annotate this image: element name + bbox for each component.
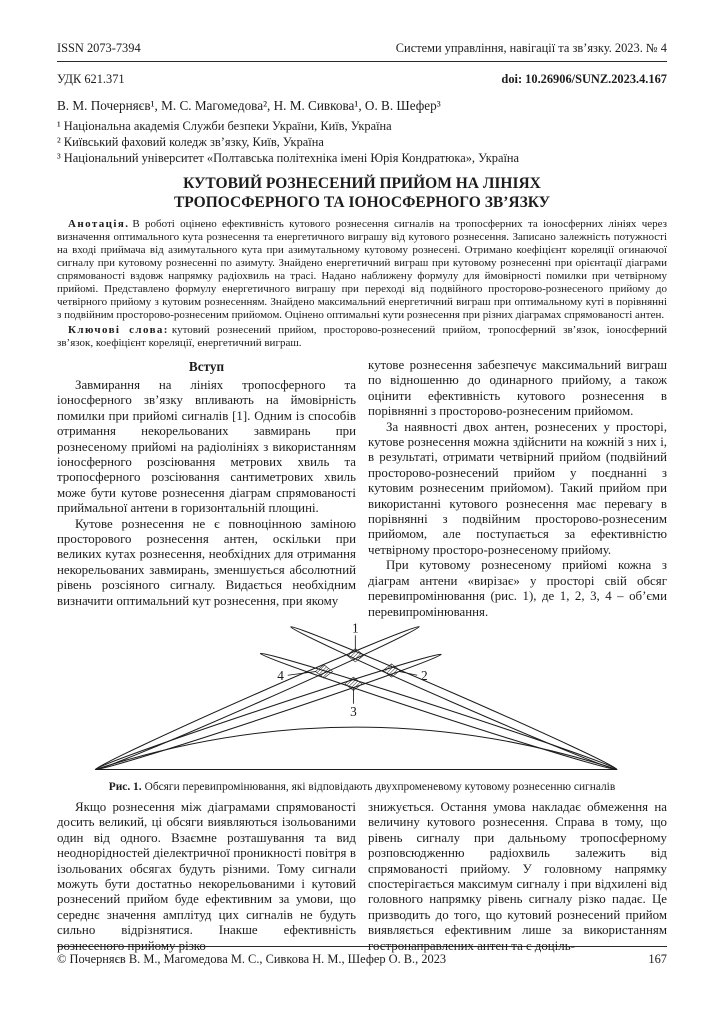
section-heading-intro: Вступ bbox=[188, 359, 225, 374]
antenna-beam-diagram bbox=[86, 620, 638, 780]
authors-line: В. М. Почерняєв¹, М. С. Магомедова², Н. М. Сивкова¹, О. В. Шефер³ bbox=[57, 98, 441, 113]
article-title bbox=[57, 174, 667, 212]
intro-columns bbox=[57, 358, 667, 620]
issn: ISSN 2073-7394 bbox=[57, 41, 141, 55]
figure-label-3: 3 bbox=[350, 704, 357, 720]
figure-1 bbox=[57, 620, 667, 794]
article-title-line2: ТРОПОСФЕРНОГО ТА ІОНОСФЕРНОГО ЗВ’ЯЗКУ bbox=[173, 194, 551, 211]
affiliation-2: ² Київський фаховий коледж зв’язку, Київ, Україна bbox=[57, 135, 324, 149]
keywords bbox=[57, 324, 667, 350]
bottom-right-column bbox=[368, 800, 667, 954]
keywords-label: Ключові слова: bbox=[68, 324, 169, 336]
body-paragraph: Якщо рознесення між діаграмами спрямованості досить великий, ці обсяги виявляються ізольованими один від одного. Взаємне розташування та вид неоднорідностей діелектричної проникності повітря в ізольованих обсягах будуть різними. Тому сигнали можуть бути достатньо некорельованими і кутовий рознесений прийом буде ефективним за умови, що середнє значення амплітуд цих сигналів не будуть сильно відрізнятися. Інакше ефективність рознесеного прийому різко bbox=[57, 799, 356, 953]
keywords-text: кутовий рознесений прийом, просторово-рознесений прийом, тропосферний зв’язок, іоносферний зв’язок, коефіцієнт кореляції, енергетичний виграш. bbox=[57, 324, 667, 349]
body-paragraph: знижується. Остання умова накладає обмеження на величину кутового рознесення. Справа в тому, що рівень сигналу при дальньому тропосферному розповсюдженню радіохвиль залежить від спрямованості прийому. У головному напрямку спостерігається максимум сигналу і при відхилені від головного напрямку рівень сигналу різко падає. Це призводить до того, що кутовий рознесений прийом виявляється ефективним лише за використанням гостронаправлених антен та є доціль- bbox=[368, 799, 667, 953]
intro-paragraph: Кутове рознесення не є повноцінною заміною просторового рознесення антен, оскільки при великих кутах рознесення, необхідних для отримання некорельованих завмирань, зменшується абсолютний рівень розсіяного сигналу. Видається необхідним визначити оптимальний кут рознесення, при якому bbox=[57, 516, 356, 608]
udc-doi-row bbox=[57, 71, 667, 87]
abstract-text: В роботі оцінено ефективність кутового рознесення сигналів на тропосферних та іоносферних лініях через визначення оптимального кута рознесення та енергетичного виграшу від кутового рознесення. Записано залежність потужності на вході приймача від азимутального кута при азимутальному кутовому рознесені. Отримано коефіцієнт кореляції огинаючої сигналу при кутовому рознесенні по азимуту. Знайдено енергетичний виграш при кутовому рознесенні при орієнтації діаграми спрямованості вздовж напрямку радіохвиль на трасі. Надано наближену формулу для ймовірності помилки при четвірному прийомі. Представлено формулу енергетичного виграшу при переході від подвійного просторово-рознесеного прийому до четвірного прийому з кутовим рознесенням. Знайдено максимальний енергетичний виграш при оптимальному куті в порівнянні з подвійним просторово-рознесеним прийомом. Оцінено оптимальні кути рознесення при різних діаграмах спрямованості антен. bbox=[57, 218, 667, 321]
intro-paragraph: кутове рознесення забезпечує максимальний виграш по відношенню до одинарного прийому, а також оцінити ефективність кутового рознесення в порівнянні з просторово-рознесеним прийомом. bbox=[368, 358, 667, 419]
page-footer bbox=[57, 946, 667, 967]
affiliation-3: ³ Національний університет «Полтавська політехніка імені Юрія Кондратюка», Україна bbox=[57, 151, 520, 165]
figure-label-1: 1 bbox=[352, 620, 359, 636]
copyright-line: © Почерняєв В. М., Магомедова М. С., Сивкова Н. М., Шефер О. В., 2023 bbox=[57, 952, 447, 966]
bottom-left-column bbox=[57, 800, 356, 954]
footer-divider bbox=[57, 946, 667, 947]
bottom-columns bbox=[57, 800, 667, 954]
journal-title: Системи управління, навігації та зв’язку. 2023. № 4 bbox=[395, 41, 667, 55]
figure-label-2: 2 bbox=[421, 667, 428, 683]
page-number: 167 bbox=[648, 952, 667, 966]
affiliations bbox=[57, 118, 667, 166]
abstract-label: Анотація. bbox=[68, 218, 130, 230]
intro-paragraph: За наявності двох антен, рознесених у просторі, кутове рознесення можна здійснити на кожній з них і, в результаті, отримати четвірний прийом (подвійний просторово-рознесений прийом у поєднанні з кутовим рознесеним прийомом). Такий прийом при використанні кутового рознесення має перевагу в порівнянні з подвійним просторово-рознесеним прийомом, але поступається за ефективністю четвірному просторо-рознесеному прийому. bbox=[368, 419, 667, 557]
figure-caption bbox=[57, 780, 667, 794]
figure-caption-text: Обсяги перевипромінювання, які відповідають двухпроменевому кутовому рознесенню сигналів bbox=[144, 780, 616, 793]
intro-paragraph: Завмирання на лініях тропосферного та іоносферного зв’язку впливають на ймовірність помилки при прийомі сигналів [1]. Одним із способів отримання некорельованих завмирань при рознесеному прийомі на радіолініях з використанням іоносферного розсіювання метрових хвиль та тропосферного розсіювання сантиметрових хвиль може бути кутове рознесення діаграм спрямованості приймальної антени в горизонтальній площині. bbox=[57, 378, 356, 516]
article-title-line1: КУТОВИЙ РОЗНЕСЕНИЙ ПРИЙОМ НА ЛІНІЯХ bbox=[183, 175, 541, 192]
doi: doi: 10.26906/SUNZ.2023.4.167 bbox=[501, 72, 667, 86]
right-column bbox=[368, 358, 667, 620]
udc-code: УДК 621.371 bbox=[57, 72, 125, 86]
beam-right-shallow bbox=[259, 649, 618, 773]
figure-label-4: 4 bbox=[277, 667, 284, 683]
leader-2 bbox=[399, 671, 417, 675]
affiliation-1: ¹ Національна академія Служби безпеки України, Київ, Україна bbox=[57, 119, 392, 133]
reradiation-volume-3 bbox=[345, 677, 362, 690]
abstract bbox=[57, 218, 667, 322]
intro-paragraph: При кутовому рознесеному прийомі кожна з діаграм антени «вирізає» у просторі свій обсяг перевипромінювання (рис. 1), де 1, 2, 3, 4 – об’єми перевипромінювання. bbox=[368, 558, 667, 619]
figure-caption-label: Рис. 1. bbox=[108, 780, 142, 793]
running-header bbox=[57, 40, 667, 56]
header-divider bbox=[57, 61, 667, 62]
left-column bbox=[57, 358, 356, 620]
